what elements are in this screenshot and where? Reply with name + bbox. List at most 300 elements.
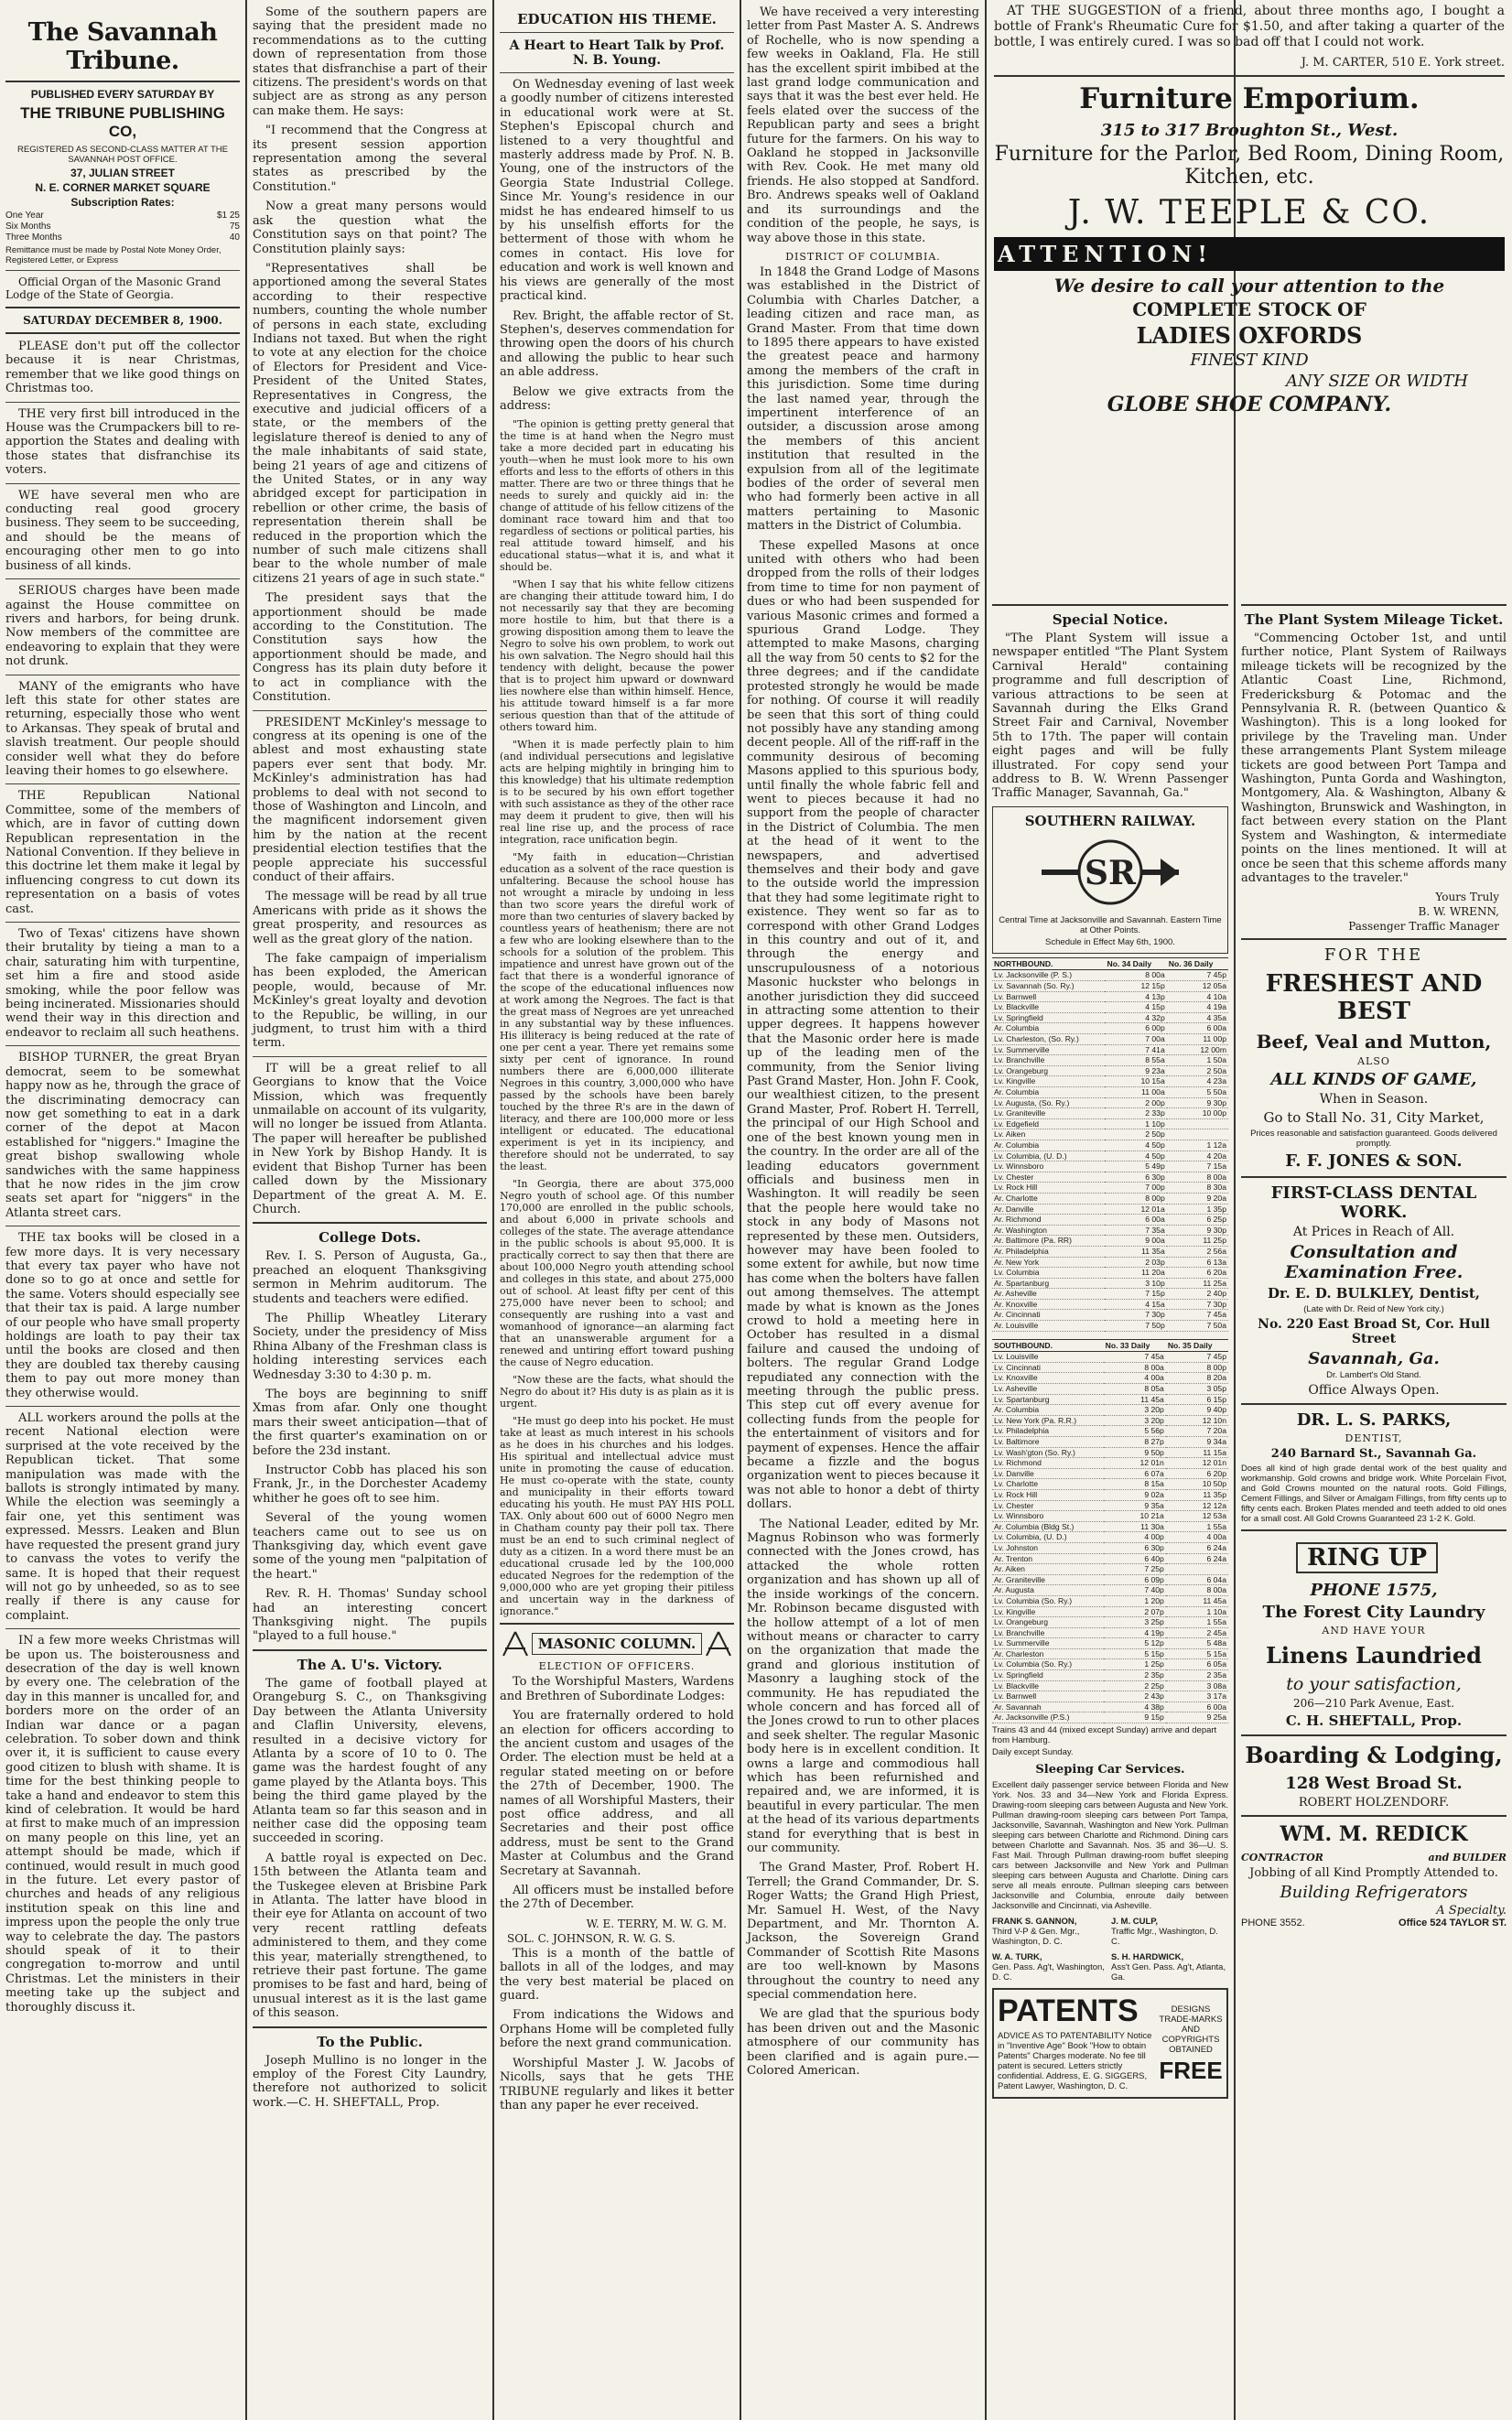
timetable-cell: Lv. Charlotte	[992, 1479, 1104, 1490]
timetable-row	[992, 1479, 1228, 1490]
timetable-cell: Ar. Knoxville	[992, 1299, 1105, 1310]
timetable-cell: 9 34a	[1166, 1437, 1228, 1448]
timetable-cell: 8 00a	[1104, 1362, 1166, 1373]
timetable-cell: 6 24a	[1166, 1542, 1228, 1553]
timetable-row	[992, 1458, 1228, 1469]
timetable-row	[992, 1161, 1228, 1172]
timetable-cell: Ar. Columbia (Bldg St.)	[992, 1521, 1104, 1532]
timetable-cell: 10 21a	[1104, 1511, 1166, 1522]
masonic-paragraph: These expelled Masons at once united with others who had been dropped from the rolls of their lodges from time to time for non payment of dues or who had been suspended for various Masonic crimes and formed a spurious Grand Lodge. They attempted to make Masons, charging all the way from 50 cents to $2 for the three degrees; and if the candidate protested strongly he would be made for nothing. Of course it will readily be seen that this sort of thing could not possibly have any standing among decent people. All of the riff-raff in the community desirous of becoming Masons applied to this spurious body, until finally the whole fabric fell and went to pieces because it had no support from the people of character in the District of Columbia. The men at the head of it went to the newspapers, and advertised themselves and their body and gave to the outside world the impression that they had some legitimate right to existence. They went so far as to correspond with other Grand Lodges in this country and out of it, and through the energy and unscrupulousness of a notorious Masonic huckster who belongs in another jurisdiction they did succeed in attracting some attention to their upper degrees. It happens however that the Masonic order here is made up of the leading men of the community, from the Senior living Past Grand Master, Hon. John F. Cook, our wealthiest citizen, to the present Grand Master, Prof. Robert H. Terrell, the principal of our High School and one of the best known young men in the country. In the order are all of the leading educators government officials and business men in Washington. It will readily be seen that the people here would take no stock in any body of Masons not represented by these men. Outsiders, however may have been fooled to some extent for awhile, but now time has come when the bolters have fallen out among themselves. The attempt made by what is known as the Jones crowd to hold a meeting here in October has resulted in a dismal failure and caused the undoing of bolters. The regular Grand Lodge repudiated any connection with the meeting through the public press. This step cut off every avenue for collecting funds from the people for the entertainment of visitors and for payment of expenses. Hence the affair became a fizzle and the bogus organization went to pieces because it was not able to honor a debt of thirty dollars.	[747, 538, 979, 1512]
timetable-cell: 7 20a	[1166, 1426, 1228, 1437]
southbound-timetable	[992, 1339, 1228, 1723]
article-paragraph: "The opinion is getting pretty general that the time is at hand when the Negro must take a more decided part in educating his youth—when he must look more to his own efforts and less to the efforts of others in this matter. There are two or three things that he needs to surely and quickly aid in: the change of attitude of his fellow citizens of the dominant race toward him and that too regardless of sections or political parties, his real attitude toward himself, and his educational status—what it is, and what it should be.	[500, 418, 734, 574]
article-headline: EDUCATION HIS THEME.	[517, 11, 717, 27]
dental-headline: FIRST-CLASS DENTAL WORK.	[1270, 1183, 1477, 1223]
timetable-cell: Lv. Winnsboro	[992, 1511, 1104, 1522]
section-heading: The A. U's. Victory.	[297, 1656, 443, 1673]
editorial: Two of Texas' citizens have shown their brutality by tieing a man to a chair, saturating him with turpentine, set him a fire and stood aside smoking, while the poor fellow was being incinerated. Missionaries should wend their way in this direction and endeavor to reclaim all such heathens.	[5, 927, 241, 1040]
timetable-cell: 6 15p	[1166, 1394, 1228, 1405]
timetable-cell: 10 15a	[1105, 1076, 1166, 1087]
patents-ad	[992, 1988, 1228, 2099]
timetable-row	[992, 1044, 1228, 1055]
railway-sub: Central Time at Jacksonville and Savannah. Eastern Time at Other Points.	[999, 914, 1222, 935]
timetable-cell: 7 15p	[1105, 1289, 1166, 1300]
timetable-row	[992, 1691, 1228, 1702]
timetable-row	[992, 1384, 1228, 1395]
timetable-row	[992, 1129, 1228, 1140]
wide-ads	[987, 0, 1512, 586]
bulkley-name: Dr. E. D. BULKLEY, Dentist,	[1268, 1285, 1480, 1302]
timetable-cell: 2 40p	[1167, 1289, 1228, 1300]
timetable-cell: 11 15a	[1166, 1447, 1228, 1458]
timetable-cell: 7 45p	[1167, 970, 1228, 981]
timetable-cell: 4 32p	[1105, 1012, 1166, 1023]
timetable-row	[992, 1065, 1228, 1076]
timetable-header: No. 33 Daily	[1104, 1339, 1166, 1352]
timetable-cell: 2 45a	[1166, 1627, 1228, 1638]
timetable-cell: 3 20p	[1104, 1405, 1166, 1416]
timetable-cell: 9 30p	[1167, 1097, 1228, 1108]
timetable-cell: Ar. Asheville	[992, 1289, 1105, 1300]
district-heading: DISTRICT OF COLUMBIA.	[785, 250, 941, 263]
editorial: The message will be read by all true Americans with pride as it shows the great prosperity, and resources as well as the great glory of the nation.	[253, 890, 487, 946]
timetable-cell: 4 50p	[1105, 1151, 1166, 1161]
timetable-cell: 1 25p	[1104, 1659, 1166, 1670]
timetable-cell: 8 55a	[1105, 1055, 1166, 1066]
redick-contact: PHONE 3552. Office 524 TAYLOR ST.	[1241, 1918, 1507, 1929]
news-item: Joseph Mullino is no longer in the employ of the Forest City Laundry, therefore not authorized to solicit work.—C. H. SHEFTALL, Prop.	[253, 2053, 487, 2110]
timetable-row	[992, 1087, 1228, 1098]
timetable-cell: Lv. Philadelphia	[992, 1426, 1104, 1437]
editorial: THE Republican National Committee, some of the members of which, are in favor of cutting down Republican representation in the National Convention. If they believe in this doctrine let them make it legal by influencing congress to cut down its representation on a basis of votes cast.	[5, 789, 240, 916]
timetable-cell: 3 20p	[1104, 1415, 1166, 1426]
timetable-row	[992, 1352, 1228, 1363]
timetable-cell: Lv. Augusta, (So. Ry.)	[992, 1097, 1105, 1108]
timetable-cell: 5 49p	[1105, 1161, 1166, 1172]
timetable-cell: 9 00a	[1105, 1236, 1166, 1247]
masonic-paragraph: The National Leader, edited by Mr. Magnus Robinson who was formerly connected with the Jones crowd, has attacked the whole rotten organization and has shown up all of the inside workings of the concern. Mr. Robinson became disgusted with the hollow attempt of a lot of men without means or character to carry on the organization that made the grand and glorious institution of Masonry a laughing stock of the community. He has repudiated the whole concern and has forced all of the Jones crowd to run to other places and seek shelter. The regular Masonic body here is in excellent condition. It owns a large and commodious hall which has been refurnished and repaired and, we are informed, it is beautiful in every particular. The men at the head of its various departments stand for everything that is best in our community.	[747, 1517, 979, 1855]
timetable-cell: Lv. Asheville	[992, 1384, 1104, 1395]
timetable-row	[992, 1236, 1228, 1247]
registered-note: REGISTERED AS SECOND-CLASS MATTER AT THE SAVANNAH POST OFFICE.	[17, 145, 228, 165]
timetable-cell: 6 00a	[1167, 1023, 1228, 1034]
boarding-address: 128 West Broad St.	[1285, 1774, 1463, 1794]
news-item: Instructor Cobb has placed his son Frank, Jr., in the Dorchester Academy whither he goes oft to see him.	[253, 1464, 487, 1506]
corner-address: N. E. CORNER MARKET SQUARE	[35, 181, 211, 194]
timetable-row	[992, 1140, 1228, 1151]
rates-title: Subscription Rates:	[70, 196, 175, 209]
timetable-cell: 1 10a	[1166, 1606, 1228, 1617]
timetable-cell	[1166, 1564, 1228, 1575]
timetable-cell: 9 30p	[1167, 1225, 1228, 1236]
special-notice-heading: Special Notice.	[1052, 611, 1169, 628]
contractor-line: CONTRACTOR and BUILDER	[1241, 1852, 1507, 1864]
timetable-cell: Ar. Trenton	[992, 1553, 1104, 1564]
timetable-cell: Lv. Blackville	[992, 1002, 1105, 1013]
timetable-cell: Ar. Columbia	[992, 1405, 1104, 1416]
timetable-cell: 4 00a	[1166, 1532, 1228, 1543]
boarding: Boarding & Lodging,	[1245, 1742, 1503, 1769]
furniture-address: 315 to 317 Broughton St., West.	[1100, 121, 1399, 140]
masonic-paragraph: The Grand Master, Prof. Robert H. Terrell; the Grand Commander, Dr. S. Roger Watts; the Grand High Priest, Mr. Samuel H. West, of the Navy Department, and Mr. Thornton A. Jackson, the Sovereign Grand Commander of Scottish Rite Masons are too well-known by Masons throughout the country to need any special commendation here.	[747, 1861, 979, 2003]
timetable-cell	[1167, 1129, 1228, 1140]
timetable-cell	[1167, 1118, 1228, 1129]
article-paragraph: Below we give extracts from the address:	[500, 384, 734, 413]
timetable-row	[992, 1500, 1228, 1511]
rate-row: Three Months 40	[5, 232, 240, 243]
timetable-cell: 8 00a	[1166, 1585, 1228, 1596]
timetable-cell: 4 19a	[1167, 1002, 1228, 1013]
editorial: THE tax books will be closed in a few more days. It is very necessary that every tax payer who have not done so to go at once and settle for the same. Voters should especially see that their tax is paid. A large number of our people who have small property holdings are loath to pay their tax until the books are closed and then they are doubled tax thereby causing them to pay out more money than they otherwise would.	[5, 1231, 240, 1400]
furniture-headline: Furniture Emporium.	[1079, 82, 1420, 115]
editorial: "Representatives shall be apportioned among the several States according to their respective numbers, counting the whole number of persons in each state, excluding Indians not taxed. But when the right to vote at any election for the choice of Electors for President and Vice-President of the United States, Representatives in Congress, the executive and judicial officers of a state, or the members of the legislature thereof is denied to any of the male inhabitants of said state, being 21 years of age and citizens of the United States, or in any way abridged except for participation in rebellion or other crime, the basis of representation therein shall be reduced in the proportion which the number of such male citizens shall bear to the whole number of male citizens 21 years of age in such state."	[253, 261, 487, 586]
railway-officials	[992, 1915, 1228, 1984]
timetable-row	[992, 1362, 1228, 1373]
timetable-cell: 7 30p	[1167, 1299, 1228, 1310]
timetable-row	[992, 1204, 1228, 1215]
for-the: FOR THE	[1323, 945, 1424, 966]
timetable-cell: Lv. Blackville	[992, 1680, 1104, 1691]
timetable-cell: Lv. Columbia	[992, 1268, 1105, 1279]
timetable-cell: 8 00p	[1105, 1193, 1166, 1204]
masonic-paragraph: In 1848 the Grand Lodge of Masons was established in the District of Columbia with Charles Datcher, a leading citizen and race man, as Grand Master. From that time down to 1895 there appears to have existed the greatest peace and harmony among the members of the craft in this jurisdiction. Some time during the last named year, through the impertinent interference of an outsider, a discussion arose among the members of this ancient institution that resulted in the expulsion from all of the legitimate bodies of the order of several men who had formerly been active in all matters pertaining to Masonic matters in the District of Columbia.	[747, 265, 979, 534]
news-item: The Phillip Wheatley Literary Society, under the presidency of Miss Rhina Albany of the Freshman class is holding interesting services each Wednesday 3:30 to 4:30 p. m.	[253, 1311, 487, 1382]
timetable-cell: Ar. Aiken	[992, 1564, 1104, 1575]
timetable-cell: 2 50p	[1105, 1129, 1166, 1140]
timetable-row	[992, 1225, 1228, 1236]
column-3	[494, 0, 740, 2420]
timetable-row	[992, 1702, 1228, 1712]
article-paragraph: "He must go deep into his pocket. He must take at least as much interest in his schools as he does in his churches and his lodges. His spiritual and intellectual advice must unite in promoting the cause of education. He must co-operate with the state, county and municipality in their efforts toward educating his youth. He must PAY HIS POLL TAX. Only about 600 out of 6000 Negro men in Chatham county pay their poll tax. There must be an end to such criminal neglect of duty as a citizen. In a word there must be an educational crusade led by the 100,000 educated Negroes for the redemption of the 9,000,000 who are yet groping their pitiless and uncertain way in the darkness of ignorance."	[500, 1415, 734, 1618]
pub-line: PUBLISHED EVERY SATURDAY BY	[30, 88, 215, 101]
timetable-cell: 12 00m	[1167, 1044, 1228, 1055]
editorial: Now a great many persons would ask the question what the Constitution says on that point? The Constitution plainly says:	[253, 200, 487, 256]
timetable-cell: 2 35a	[1166, 1670, 1228, 1681]
northbound-timetable	[992, 957, 1228, 1332]
timetable-cell: Ar. Charleston	[992, 1648, 1104, 1659]
any-size: ANY SIZE OR WIDTH	[1286, 372, 1468, 391]
timetable-cell: 9 25a	[1166, 1712, 1228, 1723]
timetable-cell: Lv. Rock Hill	[992, 1183, 1105, 1194]
special-notice: "The Plant System will issue a newspaper entitled "The Plant System Carnival Herald" containing programme and full description of various attractions to be seen at Savannah during the Elks Grand Street Fair and Carnival, November 5th to 17th. The paper will contain eight pages and will be fully illustrated. For copy send your address to B. W. Wrenn Passenger Traffic Manager, Savannah, Ga."	[992, 632, 1228, 801]
teeple-name: J. W. TEEPLE & CO.	[1067, 194, 1431, 232]
timetable-row	[992, 1532, 1228, 1543]
timetable-cell: 6 05a	[1166, 1659, 1228, 1670]
timetable-row	[992, 1394, 1228, 1405]
timetable-header: SOUTHBOUND.	[992, 1339, 1104, 1352]
timetable-row	[992, 1585, 1228, 1596]
timetable-cell: 12 53a	[1166, 1511, 1228, 1522]
plant-signature: B. W. WRENN,	[1418, 905, 1499, 919]
masonic-column-title: MASONIC COLUMN.	[532, 1633, 702, 1655]
timetable-row	[992, 1553, 1228, 1564]
timetable-cell: 6 30p	[1104, 1542, 1166, 1553]
timetable-row	[992, 1034, 1228, 1045]
timetable-cell: Lv. Branchville	[992, 1627, 1104, 1638]
timetable-cell: 7 50a	[1167, 1321, 1228, 1332]
attention-banner: ATTENTION!	[994, 237, 1505, 271]
jobbing: Jobbing of all Kind Promptly Attended to.	[1249, 1866, 1498, 1881]
ring-up: RING UP	[1296, 1542, 1438, 1573]
timetable-cell: Ar. Columbia	[992, 1140, 1105, 1151]
timetable-cell: Lv. Kingville	[992, 1076, 1105, 1087]
timetable-row	[992, 1215, 1228, 1226]
timetable-cell: 12 15p	[1105, 981, 1166, 992]
timetable-cell: Ar. Columbia	[992, 1023, 1105, 1034]
timetable-row	[992, 1076, 1228, 1087]
timetable-cell: Lv. Spartanburg	[992, 1394, 1104, 1405]
timetable-cell: 11 35p	[1166, 1489, 1228, 1500]
timetable-row	[992, 1617, 1228, 1628]
editorial: PRESIDENT McKinley's message to congress at its opening is one of the ablest and most exhausting state papers ever sent that body. Mr. McKinley's administration has had problems to deal with not second to those of Washington and Lincoln, and the magnificent indorsement given him by the nation at the recent presidential election testifies that the people appreciate his successful conduct of their affairs.	[253, 715, 487, 884]
refrigerators: Building Refrigerators	[1280, 1883, 1468, 1903]
southern-railway-title: SOUTHERN RAILWAY.	[1024, 812, 1196, 829]
timetable-cell: Ar. Jacksonville (P.S.)	[992, 1712, 1104, 1723]
timetable-cell: 6 13a	[1167, 1257, 1228, 1268]
timetable-cell: 5 50a	[1167, 1087, 1228, 1098]
timetable-row	[992, 1468, 1228, 1479]
southern-railway-ad	[992, 806, 1228, 954]
timetable-cell: 1 12a	[1167, 1140, 1228, 1151]
timetable-row	[992, 1712, 1228, 1723]
timetable-cell: Lv. Branchville	[992, 1055, 1105, 1066]
timetable-cell: 4 00a	[1104, 1373, 1166, 1384]
timetable-cell: 4 23a	[1167, 1076, 1228, 1087]
timetable-cell: 2 35p	[1104, 1670, 1166, 1681]
timetable-cell: Lv. Louisville	[992, 1352, 1104, 1363]
timetable-cell: Lv. Summerville	[992, 1638, 1104, 1649]
square-compass-icon	[500, 1630, 531, 1658]
timetable-cell: 6 20a	[1167, 1268, 1228, 1279]
railway-logo-letters: SR	[1085, 853, 1136, 892]
timetable-row	[992, 1183, 1228, 1194]
timetable-cell: 7 00a	[1105, 1034, 1166, 1045]
timetable-cell: 6 20p	[1166, 1468, 1228, 1479]
timetable-row	[992, 1415, 1228, 1426]
timetable-row	[992, 981, 1228, 992]
rheumatic-signature: J. M. CARTER, 510 E. York street.	[1301, 56, 1505, 70]
complete-stock: COMPLETE STOCK OF	[1132, 298, 1366, 320]
official: FRANK S. GANNON, Third V-P & Gen. Mgr., Washington, D. C.	[992, 1917, 1080, 1948]
masonic-header	[500, 1630, 734, 1658]
signature: SOL. C. JOHNSON, R. W. G. S.	[507, 1931, 675, 1945]
timetable-cell: Ar. Savannah	[992, 1702, 1104, 1712]
column-1	[0, 0, 245, 2420]
issue-date: SATURDAY DECEMBER 8, 1900.	[23, 314, 222, 327]
timetable-cell: Lv. Richmond	[992, 1458, 1104, 1469]
timetable-cell: Lv. Kingville	[992, 1606, 1104, 1617]
timetable-row	[992, 1542, 1228, 1553]
timetable-cell: 8 27p	[1104, 1437, 1166, 1448]
official: S. H. HARDWICK, Ass't Gen. Pass. Ag't, Atlanta, Ga.	[1111, 1952, 1226, 1983]
timetable-cell: Ar. Danville	[992, 1204, 1105, 1215]
schedule-note: Trains 43 and 44 (mixed except Sunday) arrive and depart from Hamburg.	[992, 1725, 1217, 1746]
timetable-row	[992, 1055, 1228, 1066]
timetable-cell: Lv. Orangeburg	[992, 1065, 1105, 1076]
also: ALSO	[1357, 1055, 1390, 1068]
publisher-name: THE TRIBUNE PUBLISHING CO,	[20, 104, 225, 140]
masonic-paragraph: This is a month of the battle of ballots in all of the lodges, and may the very best material be placed on guard.	[500, 1946, 734, 2004]
timetable-cell: 8 15a	[1104, 1479, 1166, 1490]
editorial: MANY of the emigrants who have left this state for other states are returning, especially those who went to Arkansas. They speak of brutal and slavish treatment. Our people should consider well what they do before leaving their homes to go elsewhere.	[5, 679, 240, 778]
column-6	[1236, 593, 1512, 2420]
forest-city-laundry: The Forest City Laundry	[1262, 1603, 1485, 1623]
timetable-cell: Lv. Savannah (So. Ry.)	[992, 981, 1105, 992]
all-game: ALL KINDS OF GAME,	[1270, 1070, 1477, 1090]
timetable-cell: 8 00a	[1105, 970, 1166, 981]
bulkley-address: No. 220 East Broad St, Cor. Hull Street	[1258, 1317, 1490, 1347]
timetable-cell: 7 25p	[1104, 1564, 1166, 1575]
timetable-row	[992, 1151, 1228, 1161]
divider	[5, 81, 240, 82]
timetable-cell: Ar. Louisville	[992, 1321, 1105, 1332]
timetable-cell: 1 10p	[1105, 1118, 1166, 1129]
railway-schedule-date: Schedule in Effect May 6th, 1900.	[1045, 936, 1175, 947]
plant-signature: Yours Truly	[1435, 891, 1499, 904]
timetable-cell: 6 04a	[1166, 1574, 1228, 1585]
timetable-cell: Ar. Washington	[992, 1225, 1105, 1236]
timetable-cell: Lv. Chester	[992, 1172, 1105, 1183]
timetable-cell: Ar. Cincinnati	[992, 1310, 1105, 1321]
timetable-cell: 3 25p	[1104, 1617, 1166, 1628]
satisfaction: to your satisfaction,	[1286, 1674, 1462, 1695]
timetable-cell: 11 45a	[1166, 1595, 1228, 1606]
specialty: A Specialty.	[1436, 1904, 1507, 1918]
plant-heading: The Plant System Mileage Ticket.	[1244, 611, 1504, 628]
linens: Linens Laundried	[1266, 1642, 1482, 1669]
timetable-cell: 7 15a	[1167, 1161, 1228, 1172]
timetable-cell: 8 00a	[1167, 1172, 1228, 1183]
timetable-cell: 11 00a	[1105, 1087, 1166, 1098]
timetable-cell: 3 10p	[1105, 1278, 1166, 1289]
timetable-cell: 7 45a	[1104, 1352, 1166, 1363]
timetable-row	[992, 1437, 1228, 1448]
timetable-cell: 7 45a	[1167, 1310, 1228, 1321]
remittance-note: Remittance must be made by Postal Note Money Order, Registered Letter, or Express	[5, 245, 221, 265]
timetable-cell: 4 13p	[1105, 991, 1166, 1002]
rate-row: One Year $1 25	[5, 211, 240, 221]
timetable-row	[992, 1373, 1228, 1384]
news-item: The boys are beginning to sniff Xmas from afar. Only one thought mars their sweet anticipation—that of the first quarter's examination on or before the 23d instant.	[253, 1387, 487, 1458]
timetable-cell: Lv. Charleston, (So. Ry.)	[992, 1034, 1105, 1045]
timetable-cell: 9 02a	[1104, 1489, 1166, 1500]
election-heading: ELECTION OF OFFICERS.	[538, 1660, 696, 1673]
savannah: Savannah, Ga.	[1308, 1349, 1440, 1369]
timetable-cell: Lv. Johnston	[992, 1542, 1104, 1553]
timetable-row	[992, 1257, 1228, 1268]
timetable-row	[992, 1670, 1228, 1681]
timetable-cell: 2 00p	[1105, 1097, 1166, 1108]
section-heading: To the Public.	[317, 2033, 423, 2050]
timetable-cell: 6 24a	[1166, 1553, 1228, 1564]
patents-advice: ADVICE AS TO PATENTABILITY Notice in "Inventive Age" Book "How to obtain Patents" Charges moderate. No fee till patent is secured. Letters strictly confidential. Address, E. G. SIGGERS, Patent Lawyer, Washington, D. C.	[998, 2031, 1152, 2092]
timetable-cell: 12 05a	[1167, 981, 1228, 992]
timetable-cell: Lv. Cincinnati	[992, 1362, 1104, 1373]
editorial: "I recommend that the Congress at its present session apportion representation among the several states as prescribed by the Constitution."	[253, 124, 487, 194]
plant-signature: Passenger Traffic Manager	[1348, 920, 1499, 934]
beef-veal: Beef, Veal and Mutton,	[1256, 1031, 1492, 1053]
timetable-cell: Lv. Barnwell	[992, 991, 1105, 1002]
timetable-cell: Lv. Springfield	[992, 1670, 1104, 1681]
timetable-row	[992, 1606, 1228, 1617]
timetable-cell: 5 12p	[1104, 1638, 1166, 1649]
timetable-cell: Lv. Chester	[992, 1500, 1104, 1511]
timetable-cell: 8 20a	[1166, 1373, 1228, 1384]
timetable-cell: 4 20a	[1167, 1151, 1228, 1161]
timetable-cell: 6 00a	[1166, 1702, 1228, 1712]
timetable-cell: Ar. Philadelphia	[992, 1246, 1105, 1257]
editorial: WE have several men who are conducting real good grocery business. They seem to be succeeding, and should be the means of encouraging other men to go into business of all kinds.	[5, 488, 240, 573]
timetable-cell: 1 55a	[1166, 1521, 1228, 1532]
timetable-cell: Lv. Columbia, (U. D.)	[992, 1532, 1104, 1543]
editorial: Some of the southern papers are saying that the president made no recommendations as to the cutting down of representation from those states that disfranchise a part of their citizens. The president's words on that subject are as strong as any person can make them. He says:	[253, 5, 487, 118]
editorial: SERIOUS charges have been made against the House committee on rivers and harbors, for being drunk. Now members of the committee are endeavoring to explain that they were not drunk.	[5, 584, 240, 669]
timetable-cell: Ar. Charlotte	[992, 1193, 1105, 1204]
timetable-row	[992, 1680, 1228, 1691]
timetable-row	[992, 1447, 1228, 1458]
prices-note: Prices reasonable and satisfaction guaranteed. Goods delivered promptly.	[1250, 1129, 1497, 1150]
timetable-cell: 11 45a	[1104, 1394, 1166, 1405]
timetable-cell: 10 50p	[1166, 1479, 1228, 1490]
masonic-paragraph: All officers must be installed before the 27th of December.	[500, 1884, 734, 1912]
timetable-row	[992, 1023, 1228, 1034]
sheftall: C. H. SHEFTALL, Prop.	[1285, 1712, 1463, 1730]
rate-row: Six Months 75	[5, 221, 240, 232]
timetable-row	[992, 1511, 1228, 1522]
section-heading: College Dots.	[319, 1229, 421, 1247]
timetable-row	[992, 1638, 1228, 1649]
timetable-row	[992, 1278, 1228, 1289]
timetable-cell: Lv. Danville	[992, 1468, 1104, 1479]
timetable-cell: 2 43p	[1104, 1691, 1166, 1702]
timetable-row	[992, 1193, 1228, 1204]
timetable-cell: 7 30p	[1105, 1310, 1166, 1321]
timetable-cell: Lv. Aiken	[992, 1129, 1105, 1140]
timetable-row	[992, 1564, 1228, 1575]
phone-1575: PHONE 1575,	[1310, 1581, 1438, 1601]
timetable-cell: 7 35a	[1105, 1225, 1166, 1236]
timetable-cell: 5 56p	[1104, 1426, 1166, 1437]
timetable-cell: 8 30a	[1167, 1183, 1228, 1194]
timetable-cell: 4 10a	[1167, 991, 1228, 1002]
attention-line: We desire to call your attention to the	[1053, 275, 1445, 297]
timetable-cell: 7 50p	[1105, 1321, 1166, 1332]
rheumatic-ad: AT THE SUGGESTION of a friend, about three months ago, I bought a bottle of Frank's Rheumatic Cure for $1.50, and after taking a quarter of the bottle, I was entirely cured. I was so bad off that I could not work.	[994, 4, 1505, 49]
timetable-cell: 2 56a	[1167, 1246, 1228, 1257]
timetable-cell: 2 25p	[1104, 1680, 1166, 1691]
timetable-cell: 11 25a	[1167, 1278, 1228, 1289]
timetable-row	[992, 991, 1228, 1002]
timetable-cell: 2 03p	[1105, 1257, 1166, 1268]
timetable-cell: 7 40p	[1104, 1585, 1166, 1596]
editorial: The fake campaign of imperialism has been exploded, the American people, would, because of Mr. McKinley's great loyalty and devotion to the Republic, be willing, in our judgment, to trust him with a third term.	[253, 952, 487, 1051]
timetable-cell: Lv. Columbia (So. Ry.)	[992, 1659, 1104, 1670]
stall-31: Go to Stall No. 31, City Market,	[1263, 1109, 1485, 1127]
timetable-cell: 1 20p	[1104, 1595, 1166, 1606]
have-your: AND HAVE YOUR	[1322, 1625, 1426, 1637]
timetable-cell: 4 35a	[1167, 1012, 1228, 1023]
timetable-cell: 1 35p	[1167, 1204, 1228, 1215]
timetable-cell: Lv. Columbia, (U. D.)	[992, 1151, 1105, 1161]
timetable-cell: Ar. Augusta	[992, 1585, 1104, 1596]
news-item: Rev. R. H. Thomas' Sunday school had an interesting concert Thanksgiving night. The pupils "played to a full house."	[253, 1587, 487, 1644]
timetable-cell: 11 20a	[1105, 1268, 1166, 1279]
ladies-oxfords: LADIES OXFORDS	[1136, 322, 1363, 349]
news-item: A battle royal is expected on Dec. 15th between the Atlanta team and the Tuskegee eleven at Brisbine Park in Atlanta. The latter have blood in their eye for Atlanta on account of two very recent rattling defeats administered to them, and they come this year, materially strengthened, to retrieve their past fortune. The game promises to be fast and hard, being of unusual interest as it is the last game of this season.	[253, 1851, 487, 2021]
timetable-cell: Ar. Spartanburg	[992, 1278, 1105, 1289]
in-season: When in Season.	[1319, 1092, 1429, 1107]
timetable-cell: Lv. Rock Hill	[992, 1489, 1104, 1500]
